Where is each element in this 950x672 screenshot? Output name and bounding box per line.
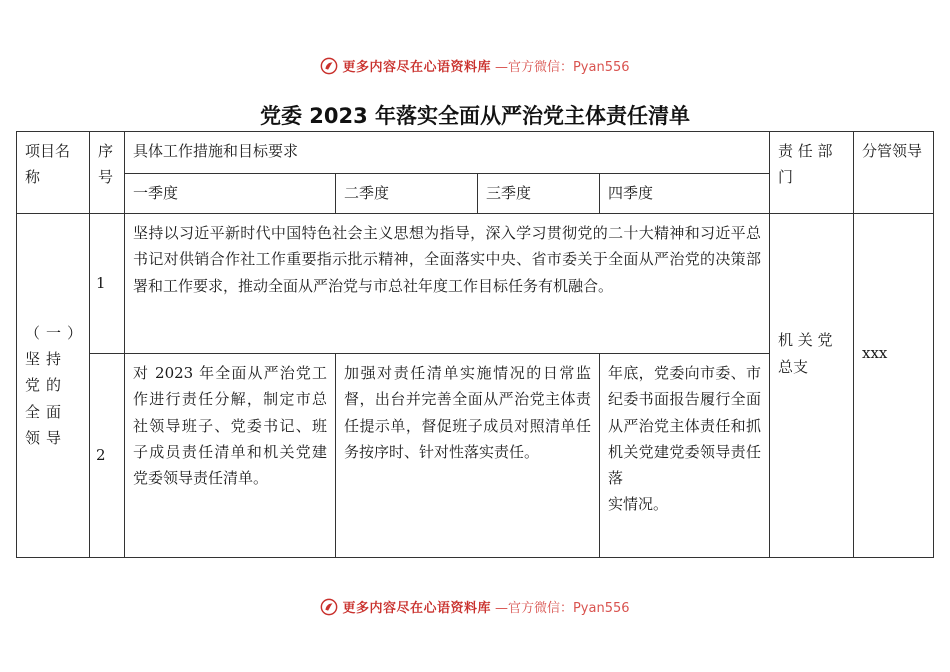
brand-logo-icon bbox=[320, 57, 338, 75]
watermark-text: 更多内容尽在心语资料库 bbox=[342, 601, 491, 616]
leader-cell: xxx bbox=[854, 214, 934, 558]
header-dept: 责 任 部门 bbox=[770, 132, 854, 214]
document-title: 党委 2023 年落实全面从严治党主体责任清单 bbox=[259, 104, 691, 128]
watermark-sub: —官方微信：Pyan556 bbox=[494, 60, 630, 75]
dept-cell: 机 关 党总支 bbox=[770, 214, 854, 558]
header-q4: 四季度 bbox=[600, 174, 770, 214]
brand-logo-icon bbox=[320, 598, 338, 616]
project-name-cell: （一）坚持党的全面领导 bbox=[17, 214, 90, 558]
header-measures: 具体工作措施和目标要求 bbox=[125, 132, 770, 174]
header-q3: 三季度 bbox=[478, 174, 600, 214]
row1-seq: 1 bbox=[90, 214, 125, 354]
header-q2: 二季度 bbox=[336, 174, 478, 214]
row1-measure: 坚持以习近平新时代中国特色社会主义思想为指导，深入学习贯彻党的二十大精神和习近平总书记对供销合作社工作重要指示批示精神，全面落实中央、省市委关于全面从严治党的决策部署和工作要求，推动全面从严治党与市总社年度工作目标任务有机融合。 bbox=[125, 214, 770, 354]
row2-q2-q3: 加强对责任清单实施情况的日常监督，出台并完善全面从严治党主体责任提示单，督促班子成员对照清单任务按序时、针对性落实责任。 bbox=[336, 354, 600, 558]
watermark-top bbox=[0, 56, 950, 75]
row2-q1: 对 2023 年全面从严治党工作进行责任分解，制定市总社领导班子、党委书记、班子成员责任清单和机关党建党委领导责任清单。 bbox=[125, 354, 336, 558]
header-seq: 序号 bbox=[90, 132, 125, 214]
row2-seq: 2 bbox=[90, 354, 125, 558]
row2-q4 bbox=[600, 354, 770, 558]
watermark-text: 更多内容尽在心语资料库 bbox=[342, 60, 491, 75]
header-q1: 一季度 bbox=[125, 174, 336, 214]
watermark-bottom bbox=[0, 597, 950, 616]
watermark-sub: —官方微信：Pyan556 bbox=[494, 601, 630, 616]
row2-q4-text-a: 年底，党委向市委、市纪委书面报告履行全面从严治党主体责任和抓机关党建党委领导责任落 bbox=[608, 364, 762, 487]
responsibility-table bbox=[16, 131, 934, 558]
row2-q4-text-b: 实情况。 bbox=[608, 495, 669, 514]
header-leader: 分管领导 bbox=[854, 132, 934, 214]
header-project: 项目名称 bbox=[17, 132, 90, 214]
